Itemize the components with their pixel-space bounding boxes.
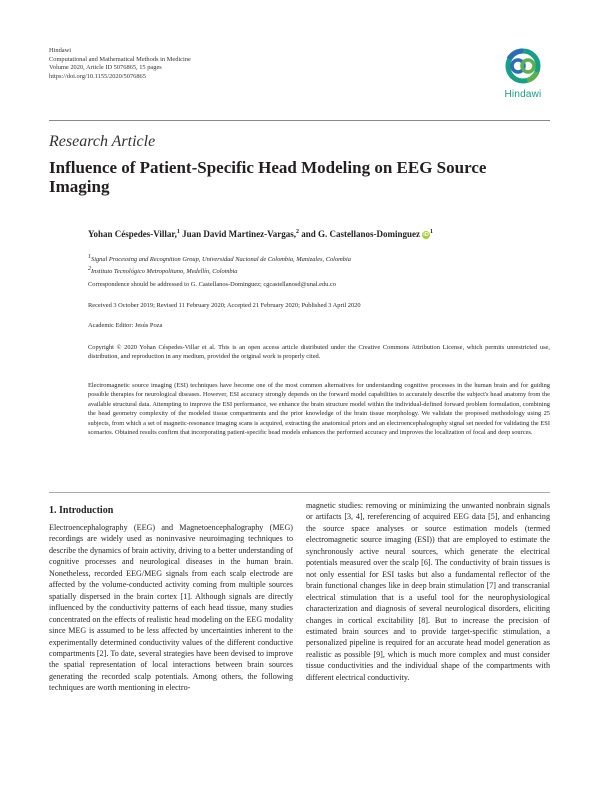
journal-meta xyxy=(49,47,191,81)
doi-link[interactable]: https://doi.org/10.1155/2020/5076865 xyxy=(49,72,146,80)
copyright-notice: Copyright © 2020 Yohan Céspedes-Villar et al. This is an open access article distributed under the Creative Commons Attribution License, which permits unrestricted use, distribution, and reproduction in any medium, provided the original work is properly cited. xyxy=(88,344,550,361)
hindawi-logo-icon xyxy=(497,45,549,87)
journal-name: Computational and Mathematical Methods in Medicine xyxy=(49,55,191,63)
affiliation-item: $^1$Signal Processing and Recognition Group, Universidad Nacional de Colombia, Manizales, Colombia xyxy=(88,254,351,264)
affiliations xyxy=(88,253,351,277)
author-name[interactable]: and G. Castellanos-Dominguez xyxy=(301,229,421,239)
article-type: Research Article xyxy=(49,133,156,150)
body-column-left: Electroencephalography (EEG) and Magnetoencephalography (MEG) recordings are widely used as noninvasive neuroimaging techniques to describe the dynamics of brain activity, driving to a better understanding of cognitive processes and neurological diseases in the human brain. Nonetheless, recorded EEG/MEG signals from each scalp electrode are affected by the volume-conducted activity coming from multiple sources spatially dispersed in the brain cortex [1]. Although signals are directly influenced by the conductivity patterns of each head tissue, many studies concentrated on the effects of realistic head modeling on the EEG modality since MEG is assumed to be less affected by uncertainties inherent to the experimentally determined conductivity values of the different conductive compartments [2]. To date, several strategies have been devised to improve the spatial representation of local interactions between brain sources generating the recorded scalp potentials. Among others, the following techniques are worth mentioning in electro- xyxy=(49,523,293,693)
volume-info: Volume 2020, Article ID 5076865, 15 pages xyxy=(49,64,162,72)
article-title: Influence of Patient-Specific Head Modeling on EEG Source Imaging xyxy=(49,158,487,196)
section-heading: 1. Introduction xyxy=(49,505,114,516)
author-list xyxy=(88,229,433,239)
author-name[interactable]: Juan David Martinez-Vargas, xyxy=(182,229,297,239)
hindawi-logo[interactable] xyxy=(497,45,549,103)
section-divider xyxy=(49,492,550,493)
orcid-icon[interactable]: iD xyxy=(423,232,429,238)
publisher-name: Hindawi xyxy=(49,47,72,54)
author-name[interactable]: Yohan Céspedes-Villar, xyxy=(88,229,177,239)
article-dates: Received 3 October 2019; Revised 11 February 2020; Accepted 21 February 2020; Published 3 April 2020 xyxy=(88,302,361,309)
abstract: Electromagnetic source imaging (ESI) techniques have become one of the most common alternatives for understanding cognitive processes in the human brain and for guiding possible therapies for neurological diseases. However, ESI accuracy strongly depends on the forward model capabilities to accurately describe the subject's head anatomy from the available structural data. Attempting to improve the ESI performance, we enhance the brain structure model within the individual-defined forward problem formulation, combining the head geometry complexity of the modeled tissue compartments and the prior knowledge of the brain tissue morphology. We validate the proposed methodology using 25 subjects, from which a set of magnetic-resonance imaging scans is acquired, extracting the anatomical priors and an electroencephalography signal set needed for validating the ESI scenarios. Obtained results confirm that incorporating patient-specific head models enhances the performed accuracy and improves the localization of focal and deep sources. xyxy=(88,382,550,437)
logo-wordmark: Hindawi xyxy=(504,89,542,100)
body-column-right: magnetic studies: removing or minimizing the unwanted nonbrain signals or artifacts [3, 4], rereferencing of acquired EEG data [5], and enhancing the source space analyses or source estimation models (termed electromagnetic source imaging (ESI)) that are employed to estimate the synchronously active neural sources, which generate the electrical potentials measured over the scalp [6]. The conductivity of brain tissues is not only essential for ESI tasks but also a fundamental reflector of the brain functional changes like in deep brain stimulation [7] and transcranial electrical stimulation that is a useful tool for the neurophysiological characterization and diagnosis of several neurological disorders, eliciting changes in cortical excitability [8]. But to increase the precision of estimated brain sources and to provide target-specific stimulation, a personalized pipeline is required for an accurate head model generation as realistic as possible [9], which is much more complex and must consider tissue conductivities and the individual shape of the compartments with different electrical conductivity. xyxy=(306,501,550,682)
academic-editor: Academic Editor: Jesús Poza xyxy=(88,322,163,329)
author-affiliation-mark: 2 xyxy=(296,229,300,235)
header-divider xyxy=(49,120,550,121)
author-affiliation-mark: 1 xyxy=(430,229,434,235)
correspondence: Correspondence should be addressed to G. Castellanos-Dominguez; cgcastellanosd@unal.edu.co xyxy=(88,281,336,288)
author-affiliation-mark: 1 xyxy=(176,229,180,235)
affiliation-item: $^2$Instituto Tecnológico Metropolitano, Medellín, Colombia xyxy=(88,265,238,276)
